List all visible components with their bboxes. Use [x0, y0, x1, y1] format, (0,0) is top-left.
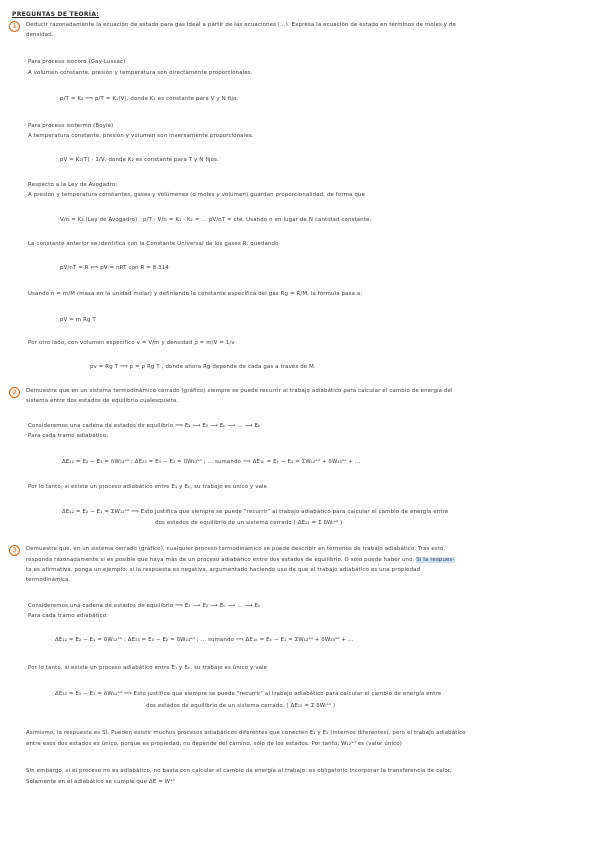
q2-answer-line: Por lo tanto, si existe un proceso adiabático entre E₁ y Eₖ, su trabajo es único y vale [28, 484, 268, 490]
q1-equation: pv = Rg T ⟹ p = ρ Rg T , donde ahora Rg depende de cada gas a través de M. [90, 364, 316, 370]
q1-answer-line: La constante anterior se identifica con la Constante Universal de los gases R, quedando [28, 241, 279, 247]
q1-statement-line-1: Deducir razonadamente la ecuación de estado para gas ideal a partir de las ecuaciones (...). Expresa la ecuación de estado en términos de moles y de [26, 22, 457, 28]
q3-answer-line: Sin embargo, si el proceso no es adiabático, no basta con calcular el cambio de energía al trabajo: es obligatorio incorporar la transferencia de calor. [26, 768, 452, 774]
q1-answer-line: Usando n = m/M (masa en la unidad molar) y definiendo la constante específica del gas Rg = R/M, la fórmula pasa a: [28, 291, 363, 297]
q2-equation: dos estados de equilibrio de un sistema cerrado ( ΔE₁₂ = Σ δWᵢᵃᵈ ) [155, 520, 343, 526]
q3-answer-line: Para cada tramo adiabático: [28, 613, 109, 619]
q1-answer-line: A temperatura constante, presión y volumen son inversamente proporcionales. [28, 133, 254, 139]
question-number-1: 1 [9, 21, 20, 32]
q3-answer-line: Asimismo, la respuesta es SÍ. Pueden existir muchos procesos adiabáticos diferentes que conecten E₁ y E₂ (internos diferentes), pero el trabajo adiabático [26, 730, 466, 736]
q1-statement-line-2: densidad. [26, 32, 54, 38]
q2-statement-line-2: sistema entre dos estados de equilibrio cualesquiera. [26, 398, 179, 404]
question-number-2: 2 [9, 387, 20, 398]
q2-answer-line: Consideremos una cadena de estados de equilibrio ⟹ E₁ ⟶ E₂ ⟶ Eₙ ⟶ ... ⟶ Eₖ [28, 423, 261, 429]
q2-statement-line-1: Demuestre que en un sistema termodinámico cerrado (gráfico) siempre se puede recurrir al trabajo adiabático para calcular el cambio de energía del [26, 388, 453, 394]
q3-statement-line-1: Demuestre que, en un sistema cerrado (gráfico), cualquier proceso termodinámico se puede describir en términos de trabajo adiabático. Tras esto, [26, 546, 446, 552]
q3-statement-line-4: termodinámica. [26, 577, 71, 583]
q2-answer-line: Para cada tramo adiabático: [28, 433, 109, 439]
page-title: PREGUNTAS DE TEORÍA: [12, 11, 100, 18]
q1-equation: pV = K₂(T) · 1/V, donde K₂ es constante para T y N fijos. [60, 157, 219, 163]
q3-statement-text: responda razonadamente si es posible que haya más de un proceso adiabático entre dos estados de equilibrio. O sólo puede haber uno. [26, 557, 415, 563]
q3-answer-line: Solamente en el adiabático se cumple que ΔE = Wᵃᵈ [26, 779, 175, 785]
highlighted-text: Si la respues- [416, 557, 455, 563]
q3-answer-line: entre esos dos estados es único, porque es propiedad: no depende del camino, sólo de los estados. Por tanto, W₁₂ᵃᵈ es (valor único) [26, 741, 402, 747]
q1-equation: pV/nT = R ⟺ pV = nRT con R = 8,314 [60, 265, 169, 271]
q2-equation: ΔE₁₂ = E₂ − E₁ = ΣW₁₂ᵃᵈ ⟹ Esto justifica que siempre se puede "recurrir" al trabajo adiabático para calcular el cambio de energía entre [62, 509, 449, 515]
q1-answer-line: Por otro lado, con volumen específico v = V/m y densidad ρ = m/V = 1/v [28, 340, 235, 346]
question-number-3: 3 [9, 545, 20, 556]
q1-equation: V/n = K₃ (Ley de Avogadro) ; p/T · V/n = K₁ · K₂ = ... pV/nT = cte. Usando n en lugar de N cantidad constante. [60, 217, 372, 223]
q3-statement-line-3: ta es afirmativa, ponga un ejemplo; si la respuesta es negativa, argumentado haciendo uso de que el trabajo adiabático es una propiedad [26, 567, 421, 573]
q2-equation: ΔE₁₂ = E₂ − E₁ = δW₁₂ᵃᵈ ; ΔE₂₃ = E₃ − E₂ = δW₂₃ᵃᵈ ; ... sumando ⟹ ΔE₁ₖ = Eₖ − E₁ = ΣW₁₂ᵃᵈ + δW₂₃ᵃᵈ + ... [62, 459, 361, 465]
q1-equation: pV = m Rg T [60, 317, 96, 323]
q1-answer-line: Para proceso isócoro (Gay-Lussac) [28, 59, 126, 65]
q3-answer-line: Consideremos una cadena de estados de equilibrio ⟹ E₁ ⟶ E₂ ⟶ Eₙ ⟶ ... ⟶ Eₖ [28, 603, 261, 609]
q3-equation: ΔE₁₂ = E₂ − E₁ = δW₁₂ᵃᵈ ; ΔE₂₃ = E₃ − E₂ = δW₂₃ᵃᵈ ; ... sumando ⟹ ΔE₁ₖ = Eₖ − E₁ = ΣW₁₂ᵃᵈ + δW₂₃ᵃᵈ + ... [55, 637, 354, 643]
q1-answer-line: A volumen constante, presión y temperatura son directamente proporcionales. [28, 70, 253, 76]
q1-answer-line: A presión y temperatura constantes, gases y volúmenes (o moles y volumen) guardan proporcionalidad, de forma que [28, 192, 365, 198]
q1-answer-line: Para proceso isotermo (Boyle) [28, 123, 114, 129]
q3-equation: dos estados de equilibrio de un sistema cerrado. ( ΔE₁₂ = Σ δWᵢᵃᵈ ) [146, 703, 336, 709]
q1-answer-line: Respecto a la Ley de Avogadro: [28, 182, 118, 188]
q1-equation: p/T = K₁ ⟹ p/T = K₁(V), donde K₁ es constante para V y N fijo. [60, 96, 239, 102]
q3-equation: ΔE₁₂ = E₂ − E₁ = δW₁₂ᵃᵈ ⟹ Esto justifica que siempre se puede "recurrir" al trabajo adiabático para calcular el cambio de energía entre [55, 691, 442, 697]
q3-statement-line-2 [26, 557, 455, 564]
q3-answer-line: Por lo tanto, si existe un proceso adiabático entre E₁ y Eₖ, su trabajo es único y vale [28, 665, 268, 671]
